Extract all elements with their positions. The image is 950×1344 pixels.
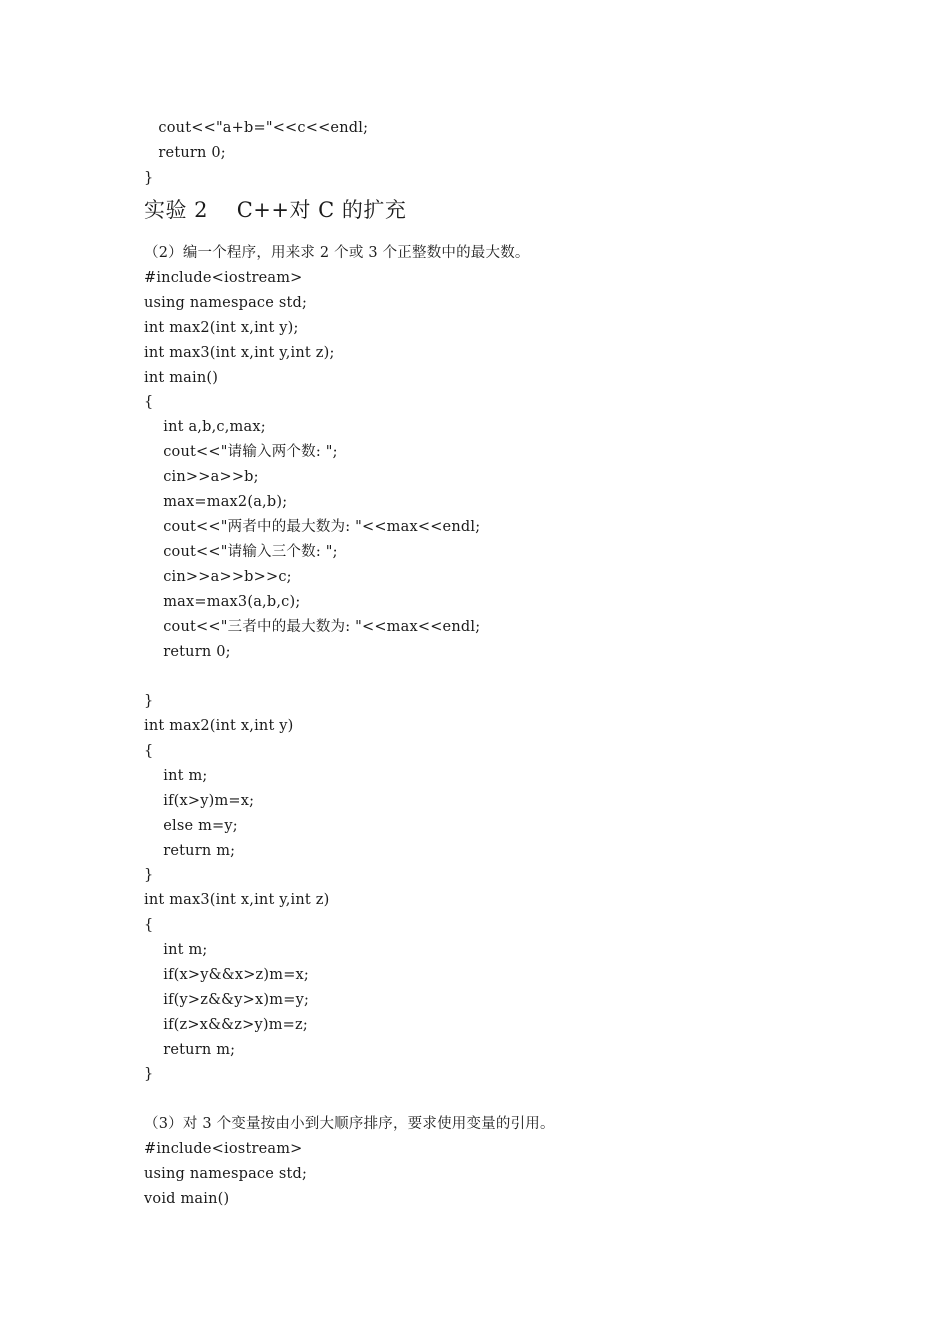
code-line: int max2(int x,int y); [144,320,299,336]
code-line: return m; [144,1042,236,1058]
code-line: int a,b,c,max; [144,419,266,435]
code-line: } [144,170,154,186]
code-line: else m=y; [144,818,238,834]
code-line: int m; [144,768,208,784]
code-line: return m; [144,843,236,859]
code-line: int main() [144,370,219,386]
code-line: { [144,917,154,933]
code-line: int max3(int x,int y,int z); [144,345,335,361]
code-line: cout<<"两者中的最大数为: "<<max<<endl; [144,519,481,535]
code-line: cin>>a>>b; [144,469,259,485]
task-2-description: （2）编一个程序，用来求 2 个或 3 个正整数中的最大数。 [144,245,530,261]
code-line: cout<<"请输入三个数: "; [144,544,338,560]
code-line: return 0; [144,644,231,660]
code-line: int max2(int x,int y) [144,718,294,734]
code-line: using namespace std; [144,295,308,311]
task-3-description: （3）对 3 个变量按由小到大顺序排序，要求使用变量的引用。 [144,1116,555,1132]
code-line: cin>>a>>b>>c; [144,569,292,585]
code-line: { [144,743,154,759]
section-heading: 实验 2 C++对 C 的扩充 [144,198,407,222]
code-line: } [144,867,154,883]
code-line: return 0; [144,145,226,161]
code-line: cout<<"请输入两个数: "; [144,444,338,460]
code-line: if(x>y)m=x; [144,793,255,809]
code-line: int max3(int x,int y,int z) [144,892,330,908]
code-line: { [144,394,154,410]
code-line: using namespace std; [144,1166,308,1182]
code-line: } [144,1066,154,1082]
code-line: cout<<"a+b="<<c<<endl; [144,120,369,136]
code-line: } [144,693,154,709]
code-line: void main() [144,1191,230,1207]
code-line: int m; [144,942,208,958]
code-line: #include<iostream> [144,270,303,286]
code-line: #include<iostream> [144,1141,303,1157]
code-line: max=max3(a,b,c); [144,594,301,610]
code-line: if(x>y&&x>z)m=x; [144,967,310,983]
code-line: if(y>z&&y>x)m=y; [144,992,310,1008]
code-line: if(z>x&&z>y)m=z; [144,1017,308,1033]
code-line: cout<<"三者中的最大数为: "<<max<<endl; [144,619,481,635]
code-line: max=max2(a,b); [144,494,288,510]
